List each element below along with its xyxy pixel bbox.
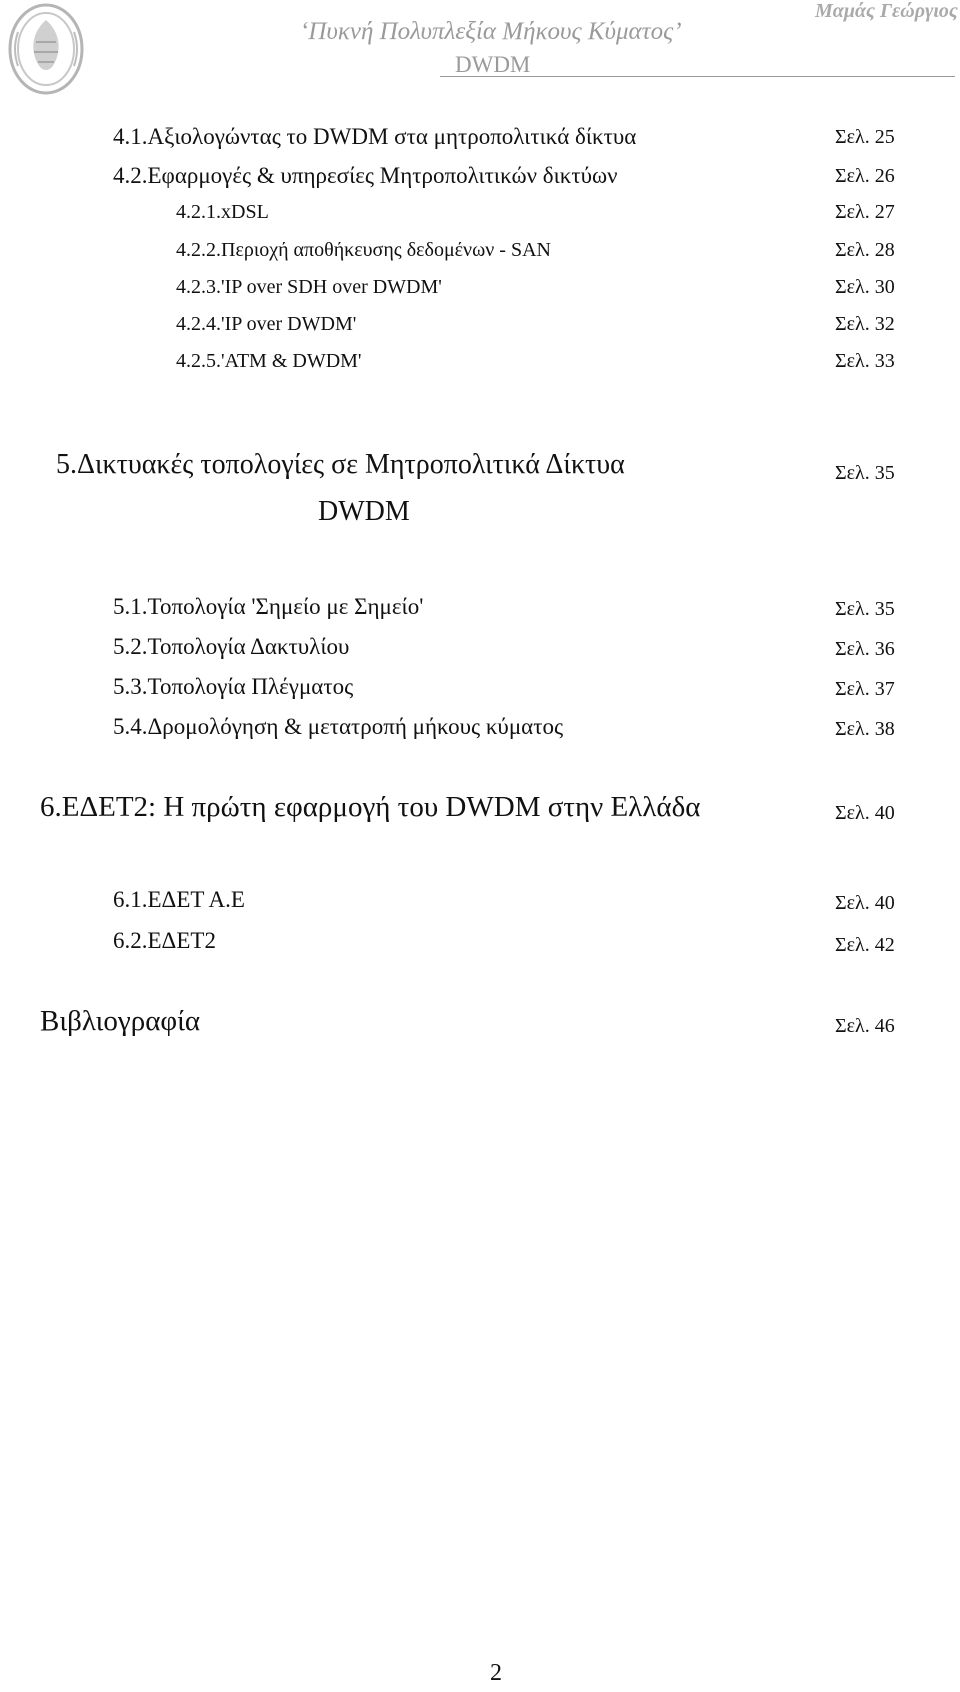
toc-chapter-title[interactable]: 5.Δικτυακές τοπολογίες σε Μητροπολιτικά Δίκτυα xyxy=(56,449,625,480)
university-seal-logo xyxy=(6,2,86,96)
toc-entry-page: Σελ. 42 xyxy=(835,934,895,956)
header-author: Μαμάς Γεώργιος xyxy=(815,0,958,22)
toc-entry-title[interactable]: 4.2.2.Περιοχή αποθήκευσης δεδομένων - SAN xyxy=(176,239,551,261)
toc-entry-page: Σελ. 35 xyxy=(835,462,895,484)
header-divider xyxy=(440,76,955,77)
toc-entry-page: Σελ. 30 xyxy=(835,276,895,298)
toc-entry-page: Σελ. 46 xyxy=(835,1015,895,1037)
toc-entry-title[interactable]: 4.2.1.xDSL xyxy=(176,201,269,223)
header-subtitle: ‘Πυκνή Πολυπλεξία Μήκους Κύματος’ xyxy=(300,18,682,45)
toc-entry-title[interactable]: 4.2.Εφαρμογές & υπηρεσίες Μητροπολιτικών δικτύων xyxy=(113,163,618,188)
toc-entry-title[interactable]: 5.1.Τοπολογία 'Σημείο με Σημείο' xyxy=(113,594,424,619)
toc-bibliography-title[interactable]: Βιβλιογραφία xyxy=(40,1005,201,1037)
header-title: DWDM xyxy=(455,52,531,77)
toc-chapter-title-continued[interactable]: DWDM xyxy=(318,496,410,527)
toc-entry-title[interactable]: 6.2.ΕΔΕΤ2 xyxy=(113,928,216,953)
toc-entry-page: Σελ. 27 xyxy=(835,201,895,223)
toc-entry-title[interactable]: 4.2.5.'ATM & DWDM' xyxy=(176,350,362,372)
toc-entry-page: Σελ. 38 xyxy=(835,718,895,740)
toc-chapter-title[interactable]: 6.ΕΔΕΤ2: Η πρώτη εφαρμογή του DWDM στην Ελλάδα xyxy=(40,791,701,823)
page-number: 2 xyxy=(490,1660,502,1686)
toc-entry-page: Σελ. 28 xyxy=(835,239,895,261)
toc-entry-page: Σελ. 40 xyxy=(835,802,895,824)
toc-entry-title[interactable]: 5.2.Τοπολογία Δακτυλίου xyxy=(113,634,350,659)
toc-entry-title[interactable]: 4.2.3.'IP over SDH over DWDM' xyxy=(176,276,442,298)
toc-entry-page: Σελ. 40 xyxy=(835,892,895,914)
toc-entry-page: Σελ. 25 xyxy=(835,126,895,148)
toc-entry-title[interactable]: 4.2.4.'IP over DWDM' xyxy=(176,313,357,335)
toc-entry-page: Σελ. 35 xyxy=(835,598,895,620)
toc-entry-page: Σελ. 32 xyxy=(835,313,895,335)
toc-entry-title[interactable]: 5.3.Τοπολογία Πλέγματος xyxy=(113,674,354,699)
toc-entry-title[interactable]: 5.4.Δρομολόγηση & μετατροπή μήκους κύματος xyxy=(113,714,564,739)
toc-entry-title[interactable]: 6.1.ΕΔΕΤ Α.Ε xyxy=(113,887,245,912)
toc-entry-page: Σελ. 26 xyxy=(835,165,895,187)
toc-entry-page: Σελ. 33 xyxy=(835,350,895,372)
toc-entry-page: Σελ. 37 xyxy=(835,678,895,700)
toc-entry-page: Σελ. 36 xyxy=(835,638,895,660)
toc-entry-title[interactable]: 4.1.Αξιολογώντας το DWDM στα μητροπολιτικά δίκτυα xyxy=(113,124,637,149)
